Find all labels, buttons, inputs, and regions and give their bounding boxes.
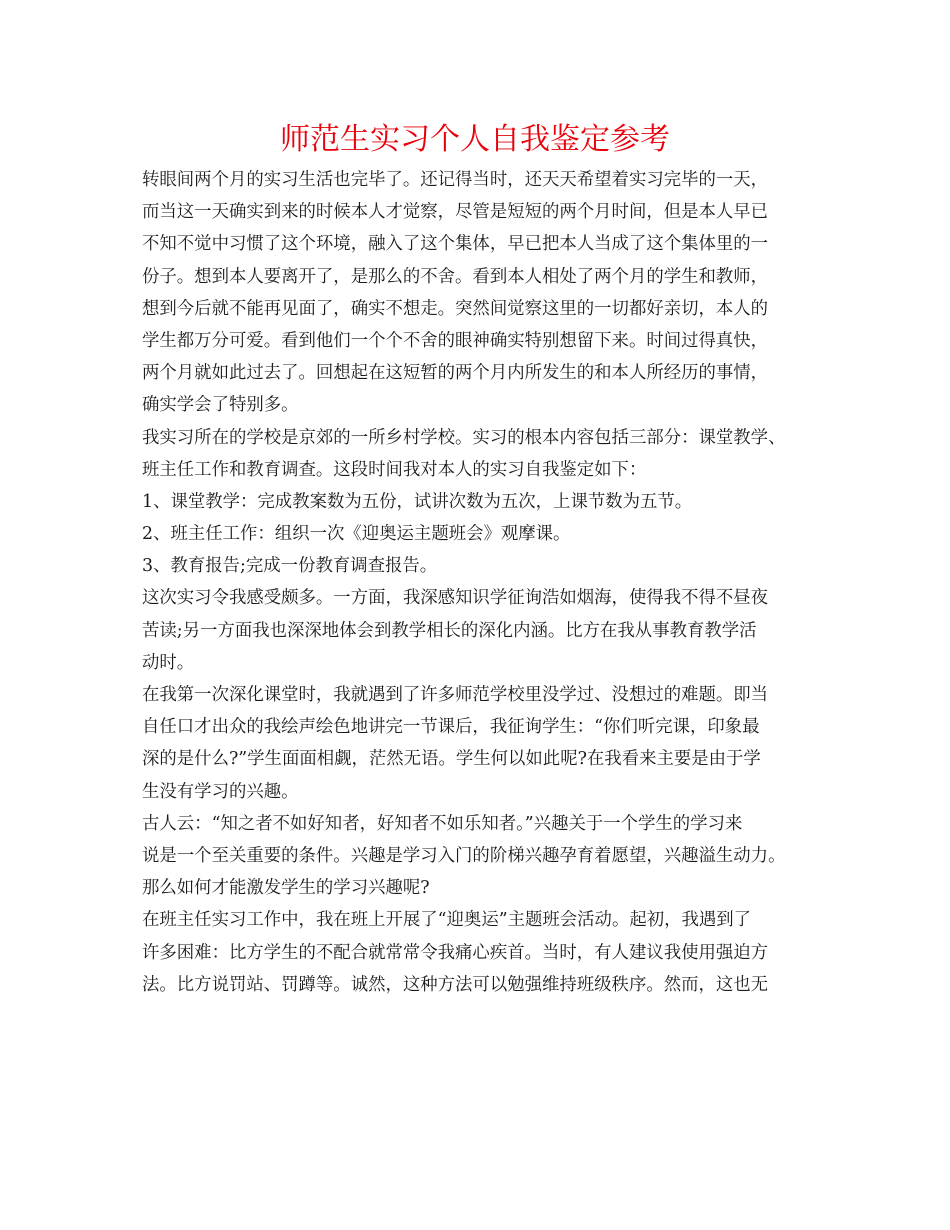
document-body bbox=[142, 164, 822, 1001]
text-line: 我实习所在的学校是京郊的一所乡村学校。实习的根本内容包括三部分：课堂教学、 bbox=[142, 427, 786, 448]
text-line: 生没有学习的兴趣。 bbox=[142, 781, 299, 802]
text-line: 3、教育报告;完成一份教育调查报告。 bbox=[142, 556, 438, 577]
text-line: 深的是什么?”学生面面相觑，茫然无语。学生何以如此呢?在我看来主要是由于学 bbox=[142, 749, 761, 770]
text-line: 古人云：“知之者不如好知者，好知者不如乐知者。”兴趣关于一个学生的学习来 bbox=[142, 813, 743, 834]
text-line: 那么如何才能激发学生的学习兴趣呢? bbox=[142, 878, 430, 899]
text-line: 说是一个至关重要的条件。兴趣是学习入门的阶梯兴趣孕育着愿望，兴趣溢生动力。 bbox=[142, 845, 786, 866]
text-line: 许多困难：比方学生的不配合就常常令我痛心疾首。当时，有人建议我使用强迫方 bbox=[142, 942, 769, 963]
text-line: 2、班主任工作：组织一次《迎奥运主题班会》观摩课。 bbox=[142, 524, 571, 545]
text-line: 法。比方说罚站、罚蹲等。诚然，这种方法可以勉强维持班级秩序。然而，这也无 bbox=[142, 974, 769, 995]
text-line: 这次实习令我感受颇多。一方面，我深感知识学征询浩如烟海，使得我不得不昼夜 bbox=[142, 588, 769, 609]
text-line: 自任口才出众的我绘声绘色地讲完一节课后，我征询学生：“你们听完课，印象最 bbox=[142, 717, 760, 738]
document-title: 师范生实习个人自我鉴定参考 bbox=[280, 122, 670, 157]
text-line: 学生都万分可爱。看到他们一个个不舍的眼神确实特别想留下来。时间过得真快， bbox=[142, 330, 769, 351]
text-line: 两个月就如此过去了。回想起在这短暂的两个月内所发生的和本人所经历的事情， bbox=[142, 363, 769, 384]
text-line: 不知不觉中习惯了这个环境，融入了这个集体，早已把本人当成了这个集体里的一 bbox=[142, 234, 769, 255]
text-line: 在班主任实习工作中，我在班上开展了“迎奥运”主题班会活动。起初，我遇到了 bbox=[142, 910, 752, 931]
text-line: 份子。想到本人要离开了，是那么的不舍。看到本人相处了两个月的学生和教师， bbox=[142, 266, 769, 287]
text-line: 动时。 bbox=[142, 652, 195, 673]
text-line: 苦读;另一方面我也深深地体会到教学相长的深化内涵。比方在我从事教育教学活 bbox=[142, 620, 757, 641]
text-line: 在我第一次深化课堂时，我就遇到了许多师范学校里没学过、没想过的难题。即当 bbox=[142, 685, 769, 705]
text-line: 转眼间两个月的实习生活也完毕了。还记得当时，还天天希望着实习完毕的一天， bbox=[142, 170, 769, 190]
text-line: 而当这一天确实到来的时候本人才觉察，尽管是短短的两个月时间，但是本人早已 bbox=[142, 202, 769, 223]
text-line: 想到今后就不能再见面了，确实不想走。突然间觉察这里的一切都好亲切，本人的 bbox=[142, 298, 769, 319]
text-line: 班主任工作和教育调查。这段时间我对本人的实习自我鉴定如下： bbox=[142, 459, 647, 480]
text-line: 1、课堂教学：完成教案数为五份，试讲次数为五次，上课节数为五节。 bbox=[142, 491, 693, 512]
text-line: 确实学会了特别多。 bbox=[142, 395, 299, 416]
